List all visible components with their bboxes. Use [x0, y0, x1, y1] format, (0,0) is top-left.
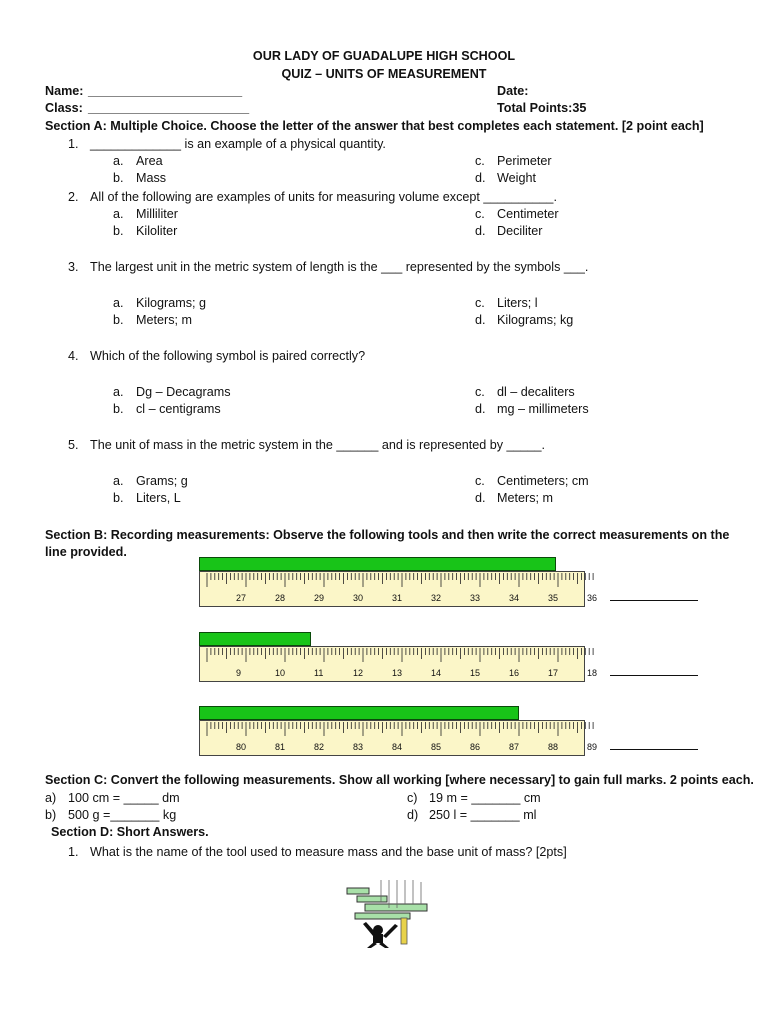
class-label: Class: — [45, 101, 83, 115]
choice-letter-b[interactable]: b. — [113, 171, 124, 185]
choice-c[interactable]: Liters; l — [497, 296, 538, 310]
choice-b[interactable]: Liters, L — [136, 491, 181, 505]
ruler-tick-label: 13 — [392, 668, 403, 678]
choice-c[interactable]: Centimeter — [497, 207, 559, 221]
choice-a[interactable]: Grams; g — [136, 474, 188, 488]
choice-c[interactable]: Centimeters; cm — [497, 474, 589, 488]
section-d-q1-text: What is the name of the tool used to measure mass and the base unit of mass? [2pts] — [90, 845, 567, 859]
choice-letter-d[interactable]: d. — [475, 491, 486, 505]
question-number: 4. — [68, 349, 79, 363]
choice-letter-c[interactable]: c. — [475, 296, 485, 310]
ruler-tick-label: 18 — [587, 668, 598, 678]
question-text: Which of the following symbol is paired correctly? — [90, 349, 366, 363]
choice-letter-b[interactable]: b. — [113, 402, 124, 416]
choice-d[interactable]: Meters; m — [497, 491, 553, 505]
question-number: 3. — [68, 260, 79, 274]
ruler-tick-label: 11 — [314, 668, 324, 678]
ruler-tick-label: 27 — [236, 593, 247, 603]
quiz-title: QUIZ – UNITS OF MEASUREMENT — [281, 67, 487, 81]
choice-b[interactable]: Mass — [136, 171, 167, 185]
choice-a[interactable]: Dg – Decagrams — [136, 385, 231, 399]
choice-letter-b[interactable]: b. — [113, 491, 124, 505]
ruler-tick-label: 17 — [548, 668, 559, 678]
conversion-a: 100 cm = _____ dm — [68, 791, 180, 805]
date-label: Date: — [497, 84, 529, 98]
ruler-tick-label: 28 — [275, 593, 286, 603]
choice-a[interactable]: Milliliter — [136, 207, 178, 221]
total-points: Total Points:35 — [497, 101, 587, 115]
choice-letter-b[interactable]: b. — [113, 224, 124, 238]
section-b-heading-cont: line provided. — [45, 545, 127, 559]
ruler-tick-label: 34 — [509, 593, 520, 603]
choice-letter-c[interactable]: c. — [475, 474, 485, 488]
choice-letter-d[interactable]: d. — [475, 224, 486, 238]
choice-letter-a[interactable]: a. — [113, 154, 124, 168]
question-number: 2. — [68, 190, 79, 204]
question-text: The largest unit in the metric system of length is the ___ represented by the symbols ___. — [90, 260, 589, 274]
ruler-tick-label: 82 — [314, 742, 325, 752]
ruler-tool — [199, 632, 598, 684]
class-blank[interactable]: _______________________ — [88, 101, 250, 115]
choice-letter-c[interactable]: c. — [475, 207, 485, 221]
choice-letter-b[interactable]: b. — [113, 313, 124, 327]
choice-letter-a[interactable]: a. — [113, 296, 124, 310]
school-name: OUR LADY OF GUADALUPE HIGH SCHOOL — [252, 49, 516, 63]
conversion-d: 250 l = _______ ml — [429, 808, 537, 822]
choice-d[interactable]: Kilograms; kg — [497, 313, 574, 327]
choice-b[interactable]: Meters; m — [136, 313, 192, 327]
ruler-tick-label: 10 — [275, 668, 286, 678]
conversion-letter-d: d) — [407, 808, 419, 822]
ruler-scale — [199, 720, 598, 756]
measured-green-bar — [199, 557, 556, 571]
ruler-tool — [199, 557, 598, 609]
ruler-tick-label: 33 — [470, 593, 481, 603]
choice-letter-c[interactable]: c. — [475, 385, 485, 399]
section-b-heading: Section B: Recording measurements: Observe the following tools and then write the correct measurements on the — [45, 528, 730, 542]
choice-letter-d[interactable]: d. — [475, 402, 486, 416]
choice-b[interactable]: Kiloliter — [136, 224, 178, 238]
choice-letter-a[interactable]: a. — [113, 474, 124, 488]
ruler-tool — [199, 706, 598, 758]
measurement-answer-line[interactable] — [610, 600, 698, 601]
measured-green-bar — [199, 706, 519, 720]
ruler-tick-label: 89 — [587, 742, 598, 752]
question-text: All of the following are examples of units for measuring volume except __________. — [90, 190, 557, 204]
section-d-q1-num: 1. — [68, 845, 79, 859]
ruler-tick-label: 30 — [353, 593, 364, 603]
ruler-tick-label: 31 — [392, 593, 403, 603]
section-c-heading: Section C: Convert the following measurements. Show all working [where necessary] to gain full marks. 2 points each. — [45, 773, 754, 787]
choice-d[interactable]: mg – millimeters — [497, 402, 589, 416]
choice-letter-a[interactable]: a. — [113, 385, 124, 399]
choice-c[interactable]: Perimeter — [497, 154, 552, 168]
ruler-tick-label: 35 — [548, 593, 559, 603]
question-text: _____________ is an example of a physical quantity. — [90, 137, 386, 151]
choice-letter-c[interactable]: c. — [475, 154, 485, 168]
ruler-tick-label: 36 — [587, 593, 598, 603]
conversion-letter-c: c) — [407, 791, 418, 805]
choice-d[interactable]: Deciliter — [497, 224, 543, 238]
section-a-heading: Section A: Multiple Choice. Choose the letter of the answer that best completes each statement. [2 point each] — [45, 119, 704, 133]
ruler-tick-label: 29 — [314, 593, 325, 603]
measured-green-bar — [199, 632, 311, 646]
choice-c[interactable]: dl – decaliters — [497, 385, 575, 399]
measurement-answer-line[interactable] — [610, 749, 698, 750]
weightlifter-clipart-icon — [345, 878, 435, 948]
ruler-tick-label: 86 — [470, 742, 481, 752]
ruler-tick-label: 83 — [353, 742, 364, 752]
ruler-tick-label: 85 — [431, 742, 442, 752]
name-label: Name: — [45, 84, 84, 98]
ruler-tick-label: 14 — [431, 668, 442, 678]
name-blank[interactable]: ______________________ — [88, 84, 243, 98]
choice-letter-d[interactable]: d. — [475, 313, 486, 327]
choice-a[interactable]: Area — [136, 154, 163, 168]
ruler-tick-label: 9 — [236, 668, 242, 678]
conversion-b: 500 g =_______ kg — [68, 808, 177, 822]
choice-d[interactable]: Weight — [497, 171, 536, 185]
choice-b[interactable]: cl – centigrams — [136, 402, 221, 416]
ruler-tick-label: 12 — [353, 668, 364, 678]
ruler-tick-label: 15 — [470, 668, 481, 678]
ruler-tick-label: 87 — [509, 742, 520, 752]
ruler-scale — [199, 571, 598, 607]
ruler-tick-label: 88 — [548, 742, 559, 752]
ruler-tick-label: 81 — [275, 742, 286, 752]
ruler-tick-label: 84 — [392, 742, 403, 752]
ruler-tick-label: 80 — [236, 742, 247, 752]
question-number: 5. — [68, 438, 79, 452]
ruler-scale — [199, 646, 598, 682]
conversion-c: 19 m = _______ cm — [429, 791, 541, 805]
question-text: The unit of mass in the metric system in the ______ and is represented by _____. — [90, 438, 546, 452]
question-number: 1. — [68, 137, 79, 151]
conversion-letter-a: a) — [45, 791, 57, 805]
section-d-heading: Section D: Short Answers. — [51, 825, 209, 839]
conversion-letter-b: b) — [45, 808, 57, 822]
choice-letter-a[interactable]: a. — [113, 207, 124, 221]
ruler-tick-label: 16 — [509, 668, 520, 678]
measurement-answer-line[interactable] — [610, 675, 698, 676]
choice-letter-d[interactable]: d. — [475, 171, 486, 185]
choice-a[interactable]: Kilograms; g — [136, 296, 206, 310]
ruler-tick-label: 32 — [431, 593, 442, 603]
